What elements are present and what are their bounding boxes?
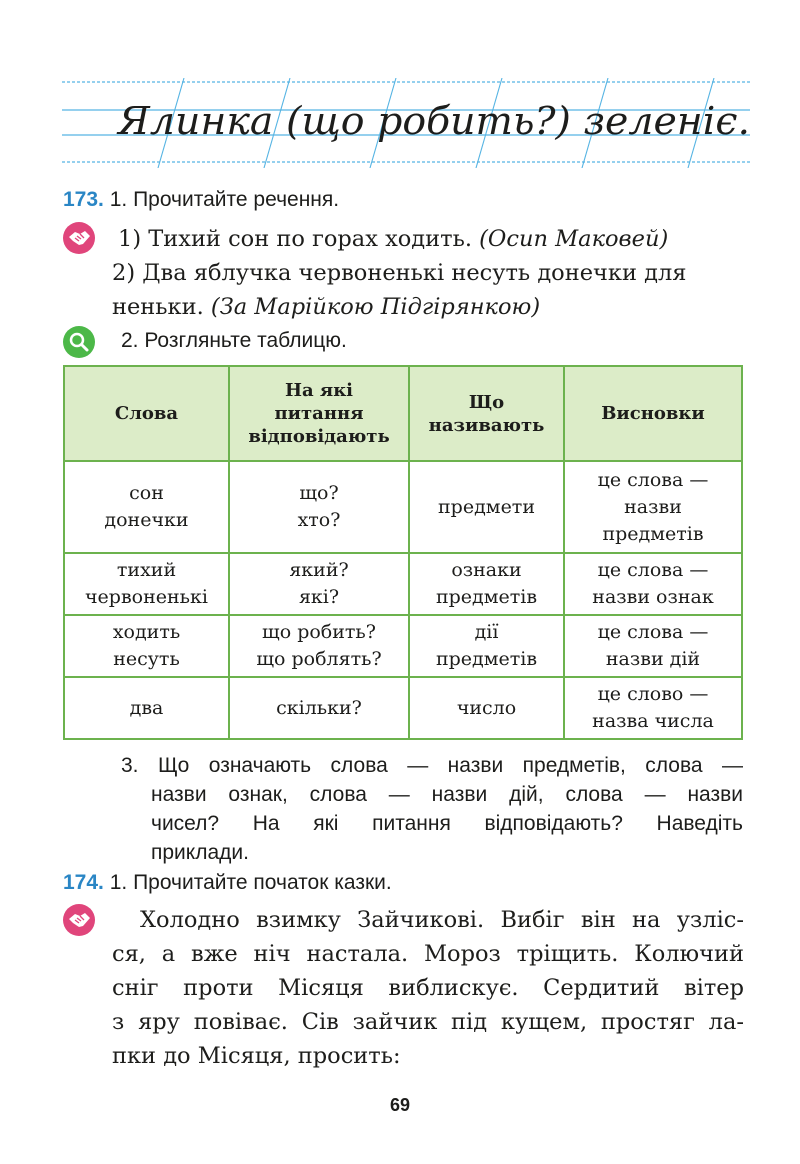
- sentence-2-text: неньки.: [112, 294, 211, 320]
- exercise-173-task1: [63, 188, 339, 212]
- sentence-2-line-2: [112, 290, 752, 324]
- table-header-line: відповідають: [248, 426, 390, 447]
- sentence-2-line-1: 2) Два яблучка червоненькі несуть донечки для: [112, 260, 687, 286]
- table-cell-line: хто?: [297, 509, 341, 531]
- table-cell-line: назви: [624, 495, 682, 518]
- table-cell: [564, 615, 742, 677]
- table-cell: [564, 677, 742, 739]
- table-cell-line: що робить?: [262, 621, 376, 643]
- table-cell: [229, 553, 409, 615]
- task-text: 1. Прочитайте речення.: [109, 188, 340, 211]
- task3-line: назви ознак, слова — назви дій, слова — назви: [151, 783, 743, 806]
- story-line: пки до Місяця, просить:: [112, 1043, 401, 1069]
- table-header-row: [64, 366, 742, 461]
- task-text: 1. Прочитайте початок казки.: [109, 871, 392, 894]
- table-cell: [409, 615, 564, 677]
- table-cell-line: червоненькі: [85, 586, 208, 608]
- table-cell: [409, 677, 564, 739]
- table-row: [64, 553, 742, 615]
- table-header-cell: [229, 366, 409, 461]
- table-cell: [64, 615, 229, 677]
- table-cell-line: донечки: [104, 509, 189, 531]
- table-cell-line: предмети: [438, 495, 535, 518]
- table-cell-line: назва числа: [592, 710, 714, 732]
- task3-line: 3. Що означають слова — назви предметів, слова —: [121, 754, 743, 777]
- table-cell: [64, 677, 229, 739]
- table-cell: [64, 553, 229, 615]
- table-cell-line: це слова —: [597, 621, 709, 643]
- table-cell-line: що?: [299, 482, 339, 504]
- table-row: [64, 677, 742, 739]
- search-icon: [62, 325, 96, 359]
- exercise-174-task1: [63, 871, 392, 895]
- table-cell-line: назви дій: [605, 648, 701, 670]
- table-row: [64, 461, 742, 553]
- table-cell: [564, 461, 742, 553]
- handshake-icon: [62, 221, 96, 255]
- table-header-line: називають: [428, 414, 545, 436]
- table-row: [64, 615, 742, 677]
- table-header-cell: [409, 366, 564, 461]
- table-cell-line: сон: [129, 482, 164, 504]
- table-header-line: На які: [284, 380, 354, 401]
- table-header-line: питання: [274, 403, 364, 424]
- exercise-173-task3: [121, 751, 743, 867]
- story-line: ся, а вже ніч настала. Мороз тріщить. Колючий: [112, 941, 744, 967]
- table-cell-line: число: [456, 696, 517, 719]
- sentence-1-text: 1) Тихий сон по горах ходить.: [118, 226, 480, 252]
- sentence-1-author: (Осип Маковей): [479, 226, 669, 252]
- table-cell-line: що роблять?: [256, 648, 382, 670]
- table-cell: [229, 677, 409, 739]
- story-text: [112, 903, 744, 1073]
- task3-line: чисел? На які питання відповідають? Наведіть: [151, 812, 743, 835]
- table-cell-line: предметів: [435, 648, 538, 670]
- table-cell-line: який?: [289, 559, 349, 581]
- table-cell-line: які?: [298, 586, 340, 608]
- table-cell: [409, 461, 564, 553]
- table-cell-line: два: [129, 696, 164, 719]
- table-cell-line: це слова —: [597, 468, 709, 491]
- sentence-1: [118, 222, 758, 256]
- table-cell-line: це слова —: [597, 559, 709, 581]
- table-cell-line: несуть: [113, 648, 180, 670]
- table-cell: [229, 615, 409, 677]
- table-cell-line: це слово —: [597, 683, 709, 705]
- table-header-line: Висновки: [601, 403, 705, 424]
- table-cell-line: назви ознак: [592, 586, 714, 608]
- table-cell-line: предметів: [602, 522, 704, 545]
- table-cell-line: ходить: [112, 621, 181, 643]
- cursive-writing-lines: [62, 78, 750, 168]
- exercise-173-task2: 2. Розгляньте таблицю.: [121, 329, 347, 352]
- table-body: [64, 461, 742, 739]
- table-cell-line: тихий: [116, 559, 177, 581]
- table-cell-line: скільки?: [276, 696, 362, 719]
- table-header-line: Що: [468, 391, 505, 413]
- table-header-cell: [564, 366, 742, 461]
- exercise-number: 174.: [63, 871, 104, 894]
- table-cell: [229, 461, 409, 553]
- story-line: сніг проти Місяця виблискує. Сердитий вітер: [112, 975, 744, 1001]
- table-cell-line: предметів: [435, 586, 538, 608]
- cursive-sentence: Ялинка (що робить?) зеленіє.: [115, 99, 750, 143]
- table-cell-line: ознаки: [451, 559, 522, 581]
- table-cell: [564, 553, 742, 615]
- exercise-number: 173.: [63, 188, 104, 211]
- task3-line: приклади.: [151, 841, 249, 864]
- table-header-line: Слова: [114, 403, 179, 424]
- sentence-2-author: (За Марійкою Підгірянкою): [210, 294, 541, 320]
- story-line: Холодно взимку Зайчикові. Вибіг він на узліс-: [140, 907, 744, 933]
- page-number: 69: [389, 1095, 411, 1115]
- table-cell-line: дії: [474, 621, 499, 643]
- words-table: [63, 365, 743, 740]
- handshake-icon: [62, 903, 96, 937]
- table-cell: [409, 553, 564, 615]
- table-cell: [64, 461, 229, 553]
- story-line: з яру повіває. Сів зайчик під кущем, простяг ла-: [112, 1009, 744, 1035]
- table-header-cell: [64, 366, 229, 461]
